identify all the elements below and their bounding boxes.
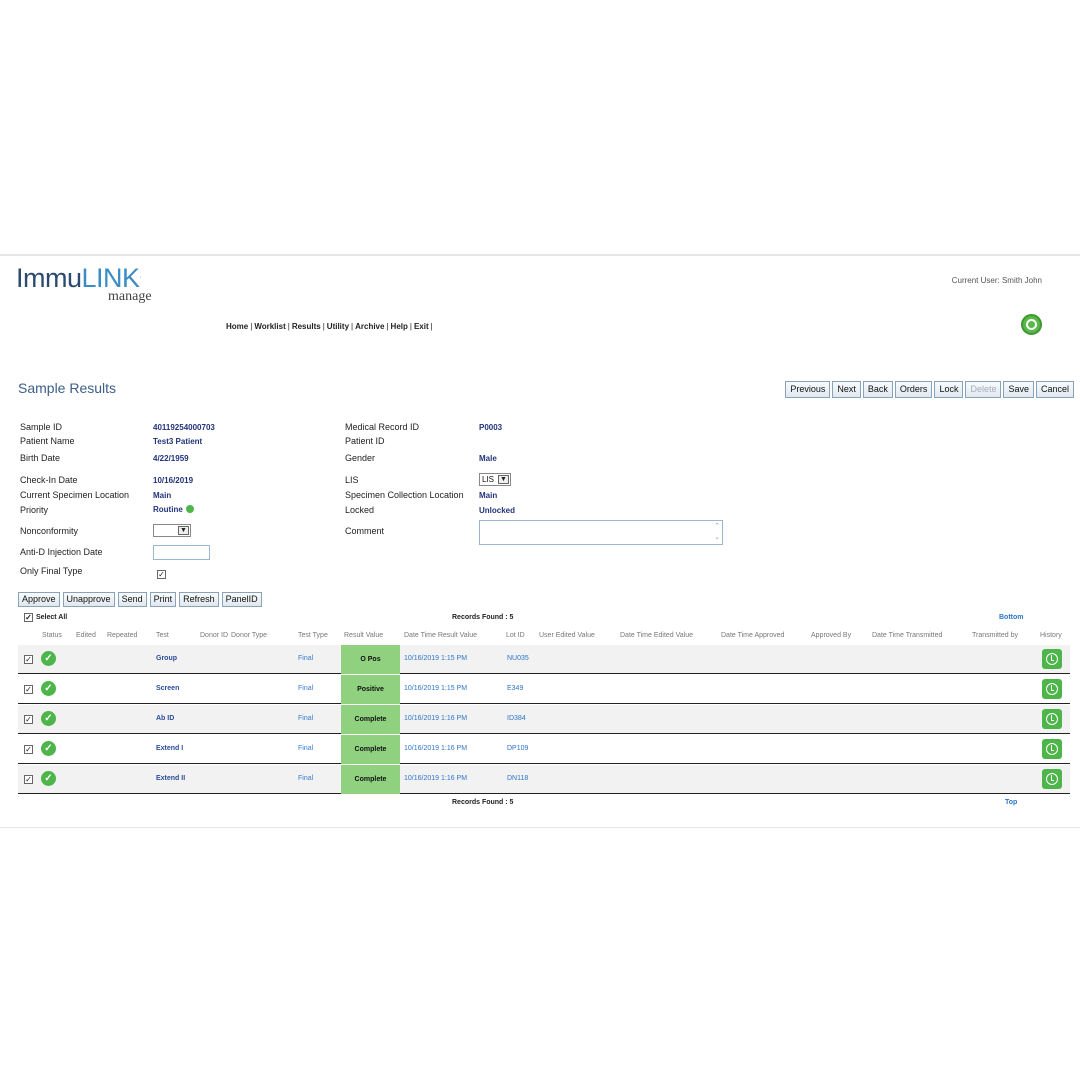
refresh-button[interactable]: Refresh <box>179 592 219 607</box>
comment-label: Comment <box>345 526 385 536</box>
main-nav <box>226 322 435 331</box>
priority-value <box>153 505 194 514</box>
antid-date-input[interactable] <box>153 545 210 560</box>
col-transmitted-by: Transmitted by <box>972 632 1019 639</box>
gender-label: Gender <box>345 453 376 463</box>
logo-link: LINK <box>81 263 140 293</box>
col-history: History <box>1040 632 1062 639</box>
row-checkbox[interactable]: ✓ <box>25 745 32 754</box>
checkbox-checked-icon[interactable]: ✓ <box>25 613 32 622</box>
nav-worklist[interactable]: Worklist <box>254 322 286 331</box>
top-link[interactable]: Top <box>1005 799 1018 806</box>
scroll-arrows-icon[interactable]: ⌃ ⌄ <box>714 523 720 541</box>
logo-manage: manage <box>108 289 152 304</box>
col-result-value: Result Value <box>344 632 384 639</box>
logo-immu: Immu <box>16 263 82 293</box>
nav-separator: | <box>430 322 433 331</box>
row-result: Complete <box>341 765 400 794</box>
col-repeated: Repeated <box>107 632 138 639</box>
table-row[interactable] <box>18 675 1070 704</box>
row-lot: DN118 <box>507 775 529 782</box>
checkin-date-label: Check-In Date <box>20 475 78 485</box>
next-button[interactable]: Next <box>832 381 861 398</box>
only-final-checkbox[interactable] <box>157 564 166 582</box>
col-donor-id: Donor ID <box>200 632 229 639</box>
locked-label: Locked <box>345 505 375 515</box>
row-datetime: 10/16/2019 1:16 PM <box>404 775 468 782</box>
page-title: Sample Results <box>18 380 117 396</box>
nav-separator: | <box>409 322 412 331</box>
sample-id-value: 40119254000703 <box>153 423 215 432</box>
row-lot: E349 <box>507 685 524 692</box>
lis-select[interactable] <box>479 473 511 486</box>
cancel-button[interactable]: Cancel <box>1036 381 1074 398</box>
patient-id-label: Patient ID <box>345 436 385 446</box>
row-result: Complete <box>341 735 400 764</box>
table-row[interactable] <box>18 735 1070 764</box>
nav-separator: | <box>351 322 354 331</box>
collection-label: Specimen Collection Location <box>345 490 464 500</box>
gender-value: Male <box>479 454 497 463</box>
green-dot-icon <box>186 505 194 513</box>
chevron-down-icon: ▼ <box>178 526 189 535</box>
comment-input[interactable] <box>479 520 723 545</box>
clock-face <box>1046 773 1058 785</box>
row-test-type: Final <box>298 685 314 692</box>
check-circle-icon: ✓ <box>41 741 56 756</box>
results-table-header <box>18 630 1070 644</box>
row-result: Positive <box>341 675 400 704</box>
nav-results[interactable]: Results <box>291 322 321 331</box>
col-donor-type: Donor Type <box>231 632 268 639</box>
col-status: Status <box>42 632 62 639</box>
row-test-type: Final <box>298 655 314 662</box>
current-user-name: Smith John <box>1001 276 1042 285</box>
table-row[interactable] <box>18 765 1070 794</box>
select-all-label: Select All <box>36 614 68 621</box>
clock-history-icon[interactable] <box>1042 649 1062 669</box>
col-lot-id: Lot ID <box>506 632 525 639</box>
row-lot: ID384 <box>507 715 526 722</box>
row-datetime: 10/16/2019 1:15 PM <box>404 655 468 662</box>
mrn-label: Medical Record ID <box>345 422 420 432</box>
help-icon[interactable] <box>1021 314 1042 335</box>
row-checkbox[interactable]: ✓ <box>25 655 32 664</box>
clock-history-icon[interactable] <box>1042 769 1062 789</box>
priority-text: Routine <box>153 505 183 514</box>
nonconformity-select[interactable] <box>153 524 191 537</box>
orders-button[interactable]: Orders <box>895 381 933 398</box>
app-window <box>0 254 1080 828</box>
check-circle-icon: ✓ <box>41 771 56 786</box>
col-user-edited: User Edited Value <box>539 632 595 639</box>
row-datetime: 10/16/2019 1:16 PM <box>404 745 468 752</box>
nav-separator: | <box>250 322 253 331</box>
birth-date-label: Birth Date <box>20 453 61 463</box>
antid-label: Anti-D Injection Date <box>20 547 103 557</box>
delete-button: Delete <box>965 381 1001 398</box>
only-final-label: Only Final Type <box>20 566 83 576</box>
row-test-type: Final <box>298 715 314 722</box>
select-all[interactable] <box>24 613 67 622</box>
patient-name-label: Patient Name <box>20 436 75 446</box>
patient-name-value: Test3 Patient <box>153 437 203 446</box>
mrn-value: P0003 <box>479 423 503 432</box>
current-user <box>952 276 1042 285</box>
nav-utility[interactable]: Utility <box>326 322 350 331</box>
col-datetime-transmitted: Date Time Transmitted <box>872 632 943 639</box>
help-icon-ring <box>1026 319 1037 330</box>
unapprove-button[interactable]: Unapprove <box>63 592 115 607</box>
clock-face <box>1046 713 1058 725</box>
lis-label: LIS <box>345 475 359 485</box>
clock-history-icon[interactable] <box>1042 739 1062 759</box>
check-circle-icon: ✓ <box>41 681 56 696</box>
clock-face <box>1046 653 1058 665</box>
previous-button[interactable]: Previous <box>785 381 830 398</box>
row-test-type: Final <box>298 745 314 752</box>
row-checkbox[interactable]: ✓ <box>25 715 32 724</box>
row-test[interactable]: Extend I <box>156 745 184 752</box>
row-test[interactable]: Extend II <box>156 775 186 782</box>
nav-help[interactable]: Help <box>390 322 408 331</box>
nav-separator: | <box>287 322 290 331</box>
sample-id-label: Sample ID <box>20 422 63 432</box>
row-lot: NU035 <box>507 655 529 662</box>
records-found-top: Records Found : 5 <box>452 614 514 621</box>
save-button[interactable]: Save <box>1003 381 1034 398</box>
check-circle-icon: ✓ <box>41 651 56 666</box>
back-button[interactable]: Back <box>863 381 893 398</box>
chevron-down-icon: ▼ <box>498 475 509 484</box>
priority-label: Priority <box>20 505 49 515</box>
row-test[interactable]: Ab ID <box>156 715 175 722</box>
col-test-type: Test Type <box>298 632 328 639</box>
send-button[interactable]: Send <box>118 592 147 607</box>
row-datetime: 10/16/2019 1:16 PM <box>404 715 468 722</box>
row-checkbox[interactable]: ✓ <box>25 775 32 784</box>
records-found-bottom: Records Found : 5 <box>452 799 514 806</box>
col-datetime-edited: Date Time Edited Value <box>620 632 694 639</box>
nav-exit[interactable]: Exit <box>413 322 429 331</box>
row-lot: DP109 <box>507 745 529 752</box>
checkin-date-value: 10/16/2019 <box>153 476 194 485</box>
row-checkbox[interactable]: ✓ <box>25 685 32 694</box>
table-row[interactable] <box>18 645 1070 674</box>
row-datetime: 10/16/2019 1:15 PM <box>404 685 468 692</box>
nonconformity-label: Nonconformity <box>20 526 79 536</box>
checkbox-checked-icon: ✓ <box>158 570 165 579</box>
birth-date-value: 4/22/1959 <box>153 454 189 463</box>
locked-value: Unlocked <box>479 506 516 515</box>
clock-face <box>1046 683 1058 695</box>
col-edited: Edited <box>76 632 96 639</box>
current-user-label: Current User: <box>951 276 1000 285</box>
nav-separator: | <box>386 322 389 331</box>
approve-button[interactable]: Approve <box>18 592 60 607</box>
col-datetime-approved: Date Time Approved <box>721 632 785 639</box>
clock-history-icon[interactable] <box>1042 679 1062 699</box>
location-value: Main <box>153 491 172 500</box>
row-result: O Pos <box>341 645 400 674</box>
bottom-link[interactable]: Bottom <box>999 614 1024 621</box>
table-row[interactable] <box>18 705 1070 734</box>
lis-value: LIS <box>482 475 495 484</box>
lock-button[interactable]: Lock <box>934 381 963 398</box>
clock-face <box>1046 743 1058 755</box>
row-result: Complete <box>341 705 400 734</box>
nav-separator: | <box>322 322 325 331</box>
col-test: Test <box>156 632 169 639</box>
col-approved-by: Approved By <box>811 632 852 639</box>
row-test[interactable]: Screen <box>156 685 180 692</box>
row-test-type: Final <box>298 775 314 782</box>
check-circle-icon: ✓ <box>41 711 56 726</box>
clock-history-icon[interactable] <box>1042 709 1062 729</box>
nav-home[interactable]: Home <box>226 322 249 331</box>
result-actions <box>18 592 265 607</box>
row-test[interactable]: Group <box>156 655 177 662</box>
logo-mark: · <box>139 274 142 281</box>
location-label: Current Specimen Location <box>20 490 130 500</box>
panelid-button[interactable]: PanelID <box>222 592 262 607</box>
immulink-logo <box>16 263 152 304</box>
nav-archive[interactable]: Archive <box>355 322 385 331</box>
record-toolbar <box>783 381 1074 398</box>
col-datetime-result: Date Time Result Value <box>404 632 478 639</box>
collection-value: Main <box>479 491 498 500</box>
print-button[interactable]: Print <box>150 592 177 607</box>
